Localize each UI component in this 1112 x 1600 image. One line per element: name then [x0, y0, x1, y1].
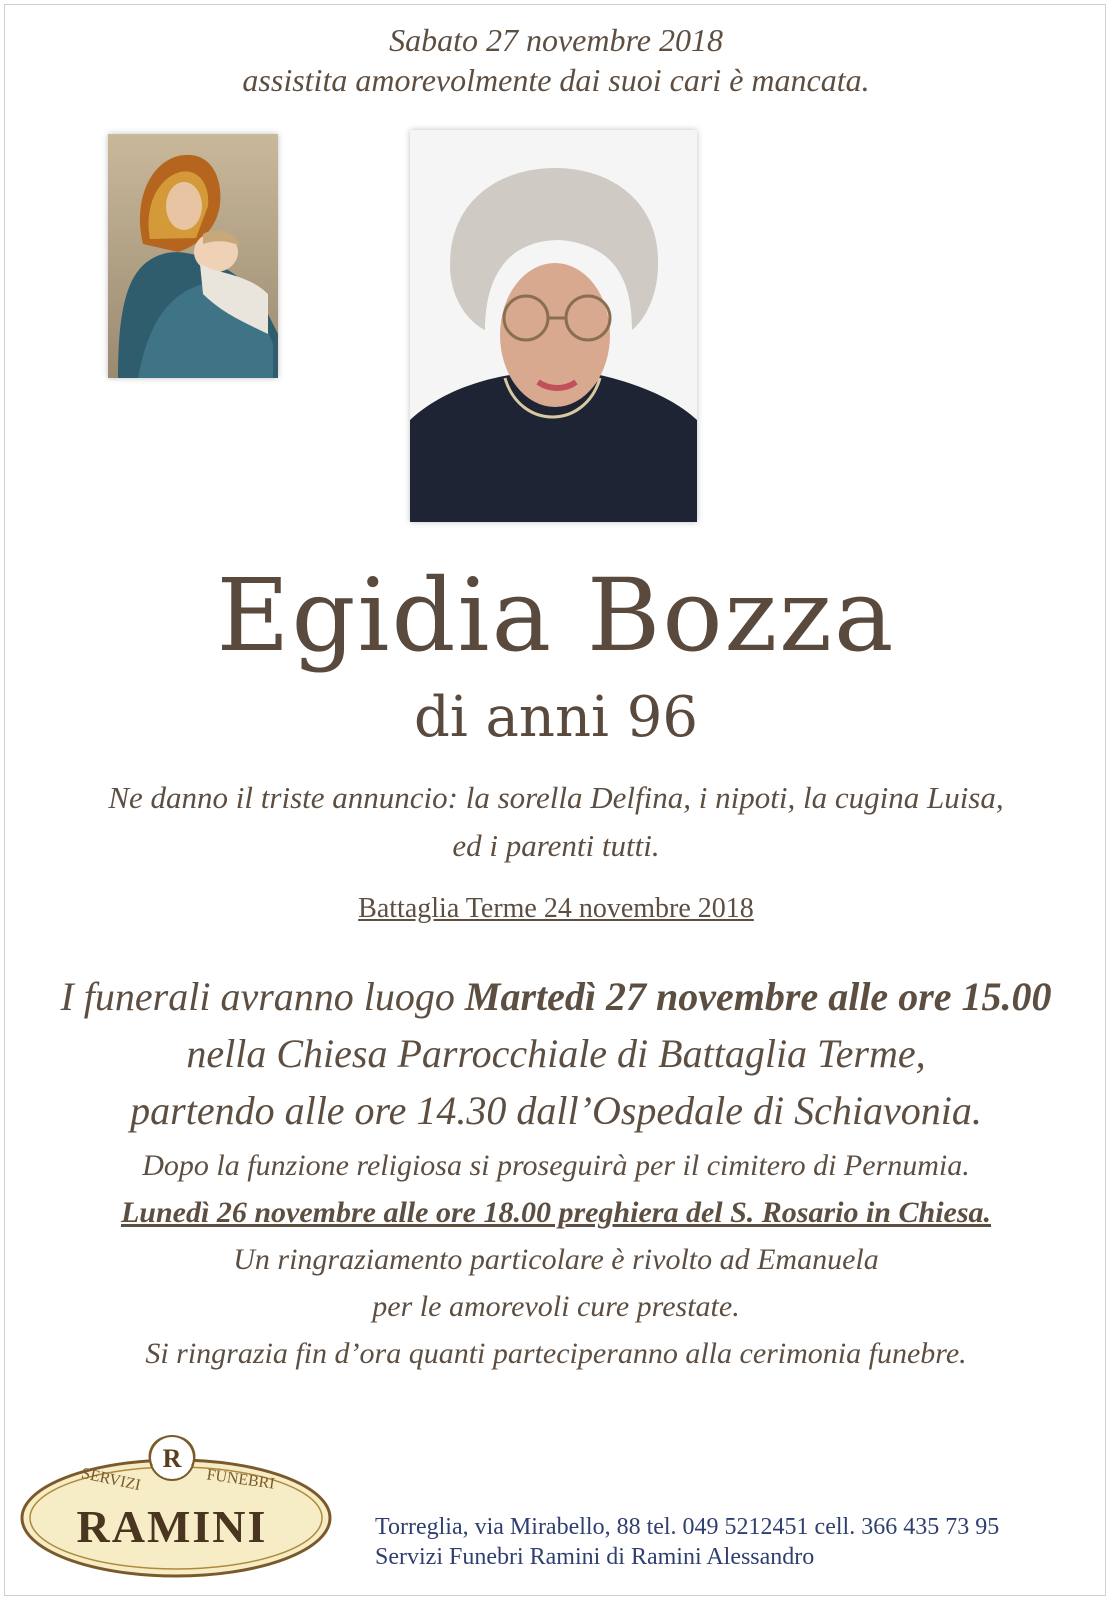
footer: [375, 1512, 999, 1572]
thanks-line: per le amorevoli cure prestate.: [372, 1290, 740, 1323]
announcement-line: ed i parenti tutti.: [452, 828, 660, 863]
intro-text: [0, 20, 1112, 100]
details: [0, 1142, 1112, 1377]
funeral-departure: partendo alle ore 14.30 dall’Ospedale di Schiavonia.: [130, 1088, 982, 1133]
funeral-prefix: I funerali avranno luogo: [60, 974, 465, 1019]
logo-right-text: FUNEBRI: [205, 1466, 276, 1493]
intro-date: Sabato 27 novembre 2018: [389, 22, 723, 58]
footer-company: Servizi Funebri Ramini di Ramini Alessandro: [375, 1544, 815, 1570]
madonna-image: [108, 134, 278, 378]
logo-initial: R: [162, 1444, 182, 1473]
logo-left-text: SERVIZI: [79, 1465, 143, 1495]
funeral-datetime: Martedì 27 novembre alle ore 15.00: [464, 974, 1052, 1019]
thanks-line: Un ringraziamento particolare è rivolto ad Emanuela: [233, 1243, 879, 1276]
portrait-photo: [410, 130, 697, 522]
funeral-location: nella Chiesa Parrocchiale di Battaglia Terme,: [186, 1031, 926, 1076]
funeral-line: [0, 968, 1112, 1025]
funeral-info: [0, 968, 1112, 1139]
rosary-line: Lunedì 26 novembre alle ore 18.00 preghiera del S. Rosario in Chiesa.: [120, 1196, 992, 1229]
ramini-logo: [18, 1432, 334, 1582]
deceased-name: Egidia Bozza: [216, 557, 896, 674]
place-date: Battaglia Terme 24 novembre 2018: [358, 893, 754, 924]
cemetery-line: Dopo la funzione religiosa si proseguirà per il cimitero di Pernumia.: [142, 1149, 970, 1182]
thanks-line: Si ringrazia fin d’ora quanti parteciperanno alla cerimonia funebre.: [145, 1337, 967, 1370]
logo-brand: RAMINI: [76, 1501, 268, 1552]
announcement: [0, 774, 1112, 870]
intro-sentence: assistita amorevolmente dai suoi cari è mancata.: [242, 62, 870, 98]
footer-address: Torreglia, via Mirabello, 88 tel. 049 5212451 cell. 366 435 73 95: [375, 1514, 1000, 1540]
announcement-line: Ne danno il triste annuncio: la sorella Delfina, i nipoti, la cugina Luisa,: [108, 780, 1004, 815]
deceased-age: di anni 96: [413, 685, 699, 750]
